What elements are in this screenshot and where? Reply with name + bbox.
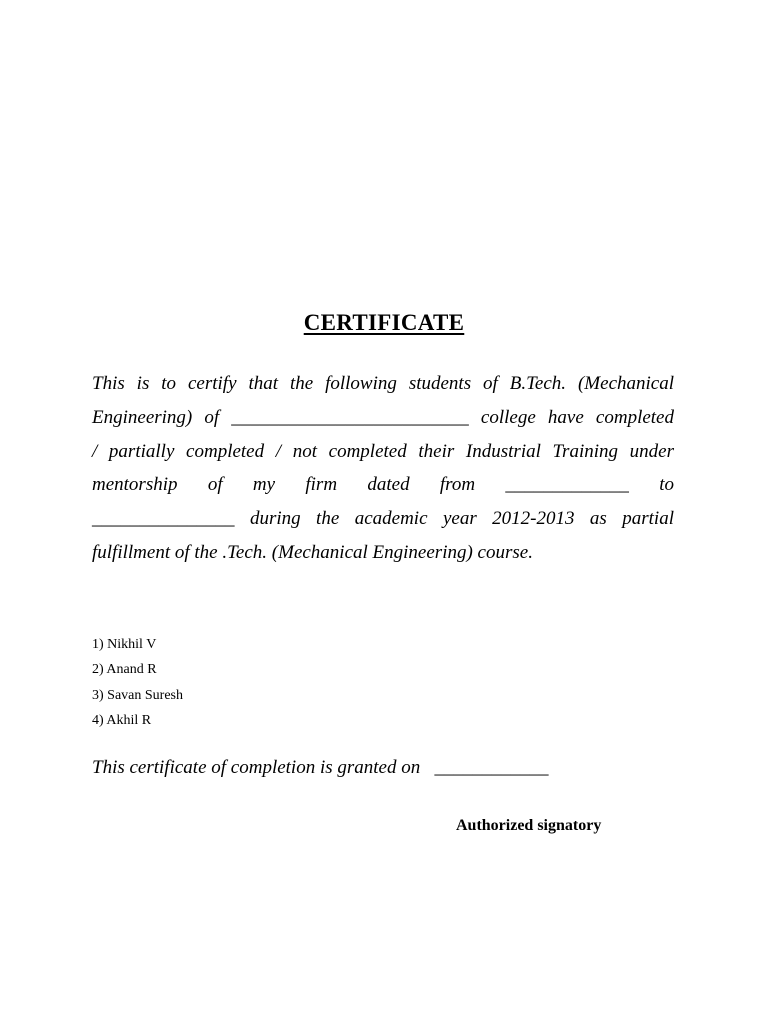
student-item: 1) Nikhil V bbox=[92, 637, 157, 652]
body-line: / partially completed / not completed their Industrial Training under bbox=[92, 440, 674, 462]
body-line: mentorship of my firm dated from _____________ to bbox=[92, 474, 674, 496]
student-item: 2) Anand R bbox=[92, 662, 157, 678]
student-item: 3) Savan Suresh bbox=[92, 687, 183, 703]
authorized-signatory-label: Authorized signatory bbox=[456, 817, 602, 834]
student-list bbox=[92, 632, 183, 733]
body-line: _______________ during the academic year 2012-2013 as partial bbox=[92, 508, 674, 530]
body-line: Engineering) of _________________________ college have completed bbox=[92, 406, 674, 428]
certificate-title: CERTIFICATE bbox=[303, 310, 465, 335]
body-line: fulfillment of the .Tech. (Mechanical Engineering) course. bbox=[92, 541, 533, 563]
student-item: 4) Akhil R bbox=[92, 712, 152, 728]
certificate-body bbox=[92, 367, 674, 570]
body-line: This is to certify that the following students of B.Tech. (Mechanical bbox=[92, 373, 674, 394]
grant-statement: This certificate of completion is granted on ____________ bbox=[92, 757, 549, 778]
